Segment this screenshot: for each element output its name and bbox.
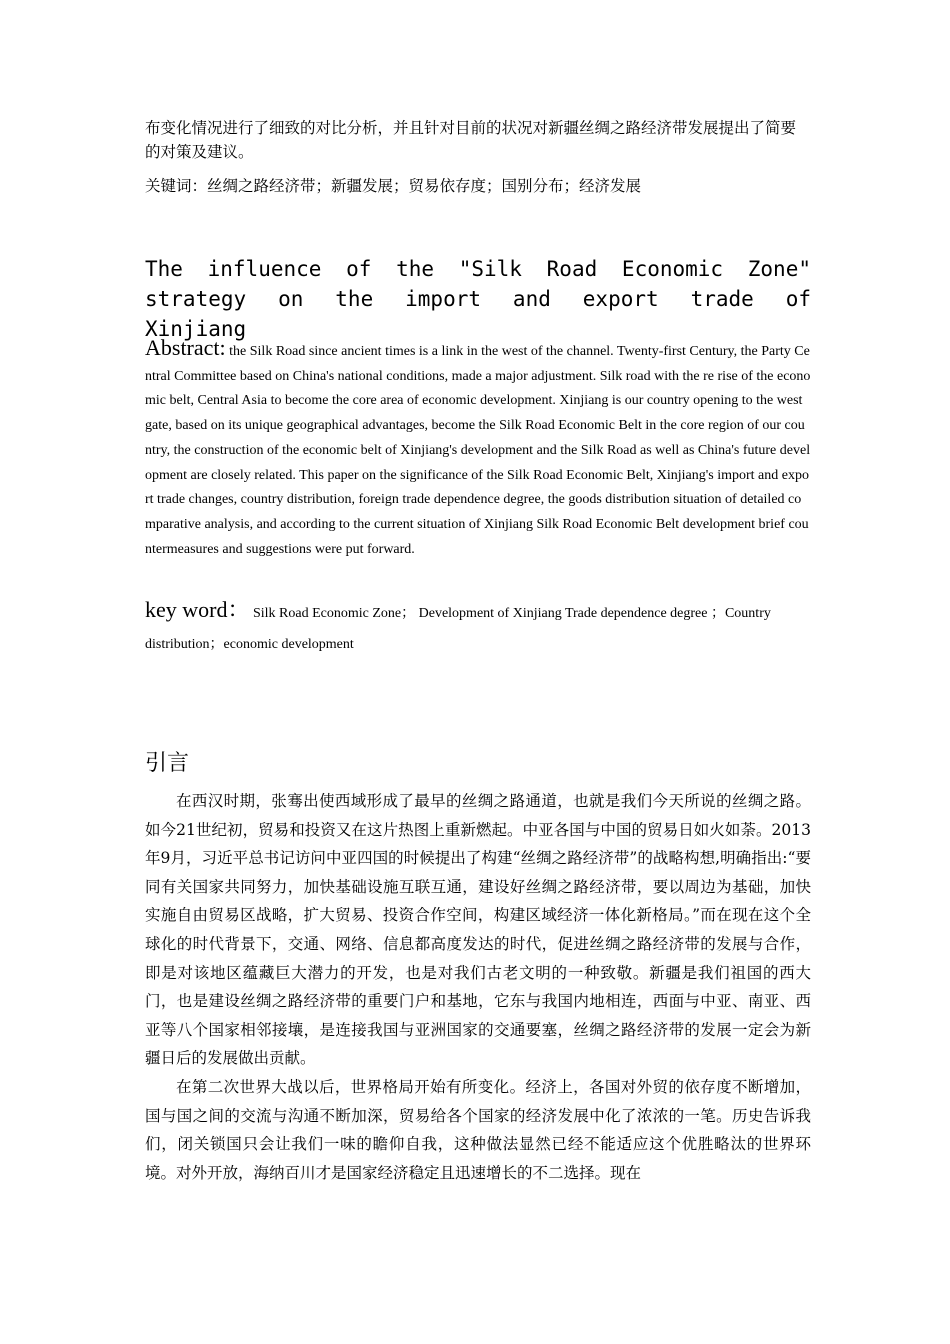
keywords-en bbox=[145, 594, 811, 660]
abstract-en-label: Abstract: bbox=[145, 335, 226, 360]
english-title: The influence of the "Silk Road Economic Zone" strategy on the import and export trade of Xinjiang bbox=[145, 257, 811, 341]
abstract-en bbox=[145, 336, 811, 562]
intro-body bbox=[145, 787, 811, 1187]
abstract-cn-tail: 布变化情况进行了细致的对比分析，并且针对目前的状况对新疆丝绸之路经济带发展提出了简要的对策及建议。 bbox=[145, 119, 797, 161]
keywords-cn-text: 丝绸之路经济带；新疆发展；贸易依存度；国别分布；经济发展 bbox=[207, 177, 642, 195]
intro-paragraph-2: 在第二次世界大战以后，世界格局开始有所变化。经济上，各国对外贸的依存度不断增加，国与国之间的交流与沟通不断加深，贸易给各个国家的经济发展中化了浓浓的一笔。历史告诉我们，闭关锁国只会让我们一味的瞻仰自我，这种做法显然已经不能适应这个优胜略汰的世界环境。对外开放，海纳百川才是国家经济稳定且迅速增长的不二选择。现在 bbox=[145, 1077, 811, 1182]
intro-paragraph-1: 在西汉时期，张骞出使西域形成了最早的丝绸之路通道，也就是我们今天所说的丝绸之路。如今21世纪初，贸易和投资又在这片热图上重新燃起。中亚各国与中国的贸易日如火如荼。2013年9月，习近平总书记访问中亚四国的时候提出了构建“丝绸之路经济带”的战略构想,明确指出:“要同有关国家共同努力，加快基础设施互联互通，建设好丝绸之路经济带，要以周边为基础，加快实施自由贸易区战略，扩大贸易、投资合作空间，构建区域经济一体化新格局。”而在现在这个全球化的时代背景下，交通、网络、信息都高度发达的时代，促进丝绸之路经济带的发展与合作，即是对该地区蕴藏巨大潜力的开发，也是对我们古老文明的一种致敬。新疆是我们祖国的西大门，也是建设丝绸之路经济带的重要门户和基地，它东与我国内地相连，西面与中亚、南亚、西亚等八个国家相邻接壤，是连接我国与亚洲国家的交通要塞，丝绸之路经济带的发展一定会为新疆日后的发展做出贡献。 bbox=[145, 792, 811, 1068]
keywords-en-label: key word： bbox=[145, 597, 250, 622]
keywords-cn-label: 关键词： bbox=[145, 177, 208, 195]
keywords-cn bbox=[145, 174, 811, 198]
intro-heading: 引言 bbox=[145, 751, 190, 776]
keywords-en-text: Silk Road Economic Zone； Development of Xinjiang Trade dependence degree ；Country distribution；economic development bbox=[145, 606, 771, 652]
abstract-en-text: the Silk Road since ancient times is a link in the west of the channel. Twenty-first Century, the Party Central Committee based on China's national conditions, made a major adjustment. Silk road with the re rise of the economic belt, Central Asia to become the core area of economic development. Xinjiang is our country opening to the west gate, based on its unique geographical advantages, become the Silk Road Economic Belt in the core region of our country, the construction of the economic belt of Xinjiang's development and the Silk Road as well as China's future development are closely related. This paper on the significance of the Silk Road Economic Belt, Xinjiang's import and export trade changes, country distribution, foreign trade dependence degree, the goods distribution situation of detailed comparative analysis, and according to the current situation of Xinjiang Silk Road Economic Belt development brief countermeasures and suggestions were put forward. bbox=[145, 344, 811, 557]
